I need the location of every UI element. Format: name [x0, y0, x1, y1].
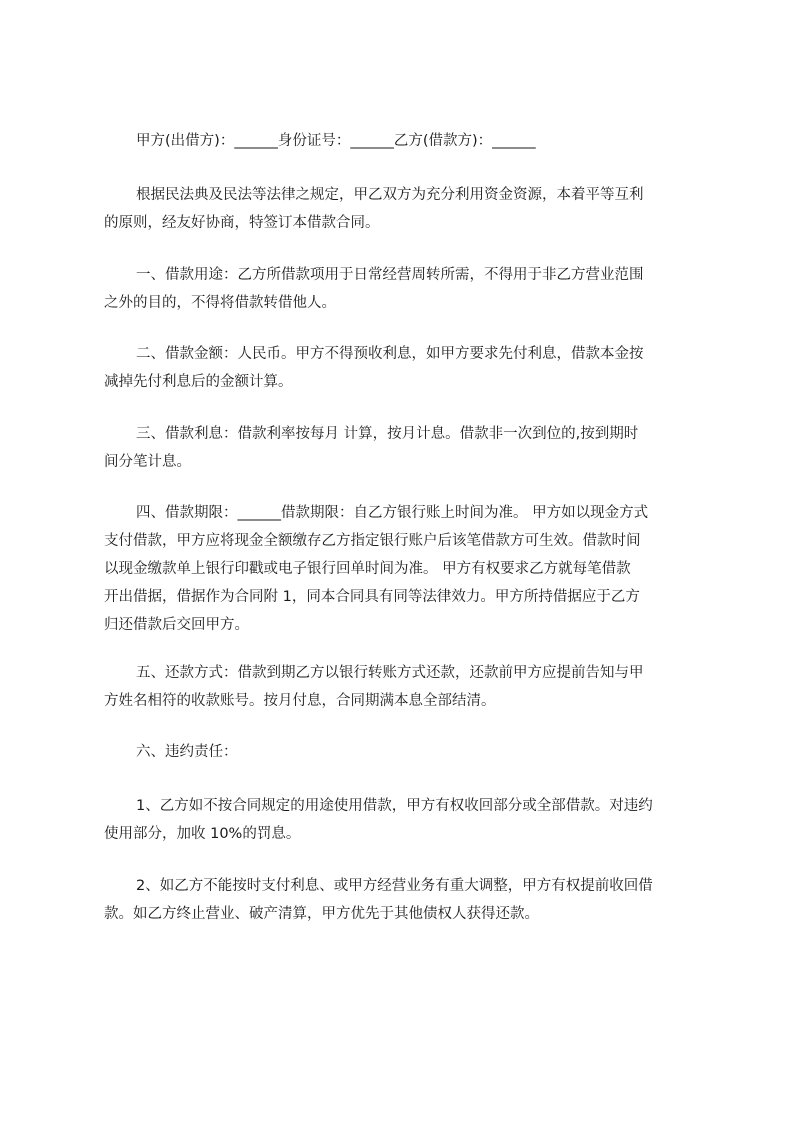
clause-interest: [104, 420, 704, 476]
clause-purpose-line-2: 之外的目的，不得将借款转借他人。: [104, 295, 336, 311]
clause-purpose: [104, 261, 704, 317]
preamble-line-2: 的原则，经友好协商，特签订本借款合同。: [104, 215, 380, 231]
clause-term-line-4: 开出借据，借据作为合同附 1，同本合同具有同等法律效力。甲方所持借据应于乙方: [104, 589, 640, 605]
clause-amount-line-1: 二、借款金额：人民币。甲方不得预收利息，如甲方要求先付利息，借款本金按: [136, 346, 644, 362]
clause-liability-item-2-line-1: 2、如乙方不能按时支付利息、或甲方经营业务有重大调整，甲方有权提前收回借: [136, 878, 653, 894]
clause-repayment-line-1: 五、还款方式：借款到期乙方以银行转账方式还款，还款前甲方应提前告知与甲: [136, 665, 644, 681]
clause-liability-heading: [104, 738, 704, 766]
clause-purpose-line-1: 一、借款用途：乙方所借款项用于日常经营周转所需，不得用于非乙方营业范围: [136, 267, 644, 283]
clause-interest-line-2: 间分笔计息。: [104, 454, 191, 470]
clause-liability-item-1: [104, 792, 704, 848]
clause-term-line-1: 四、借款期限：______借款期限：自乙方银行账上时间为准。 甲方如以现金方式: [136, 505, 649, 521]
clause-term: [104, 499, 704, 639]
party-line-text: 甲方(出借方)：______身份证号：______乙方(借款方)：______: [136, 133, 536, 149]
clause-liability-item-1-line-2: 使用部分，加收 10%的罚息。: [104, 826, 301, 842]
clause-amount: [104, 340, 704, 396]
party-line: [104, 127, 704, 155]
clause-term-line-2: 支付借款，甲方应将现金全额缴存乙方指定银行账户后该笔借款方可生效。借款时间: [104, 533, 641, 549]
clause-liability-item-1-line-1: 1、乙方如不按合同规定的用途使用借款，甲方有权收回部分或全部借款。对违约: [136, 798, 653, 814]
clause-repayment-line-2: 方姓名相符的收款账号。按月付息，合同期满本息全部结清。: [104, 693, 496, 709]
preamble-line-1: 根据民法典及民法等法律之规定，甲乙双方为充分利用资金资源，本着平等互利: [136, 187, 644, 203]
clause-amount-line-2: 减掉先付利息后的金额计算。: [104, 374, 293, 390]
clause-liability-item-2: [104, 872, 704, 928]
clause-term-line-3: 以现金缴款单上银行印戳或电子银行回单时间为准。 甲方有权要求乙方就每笔借款: [104, 561, 631, 577]
clause-term-line-5: 归还借款后交回甲方。: [104, 617, 249, 633]
clause-liability-heading-text: 六、违约责任：: [136, 744, 238, 760]
clause-liability-item-2-line-2: 款。如乙方终止营业、破产清算，甲方优先于其他债权人获得还款。: [104, 906, 539, 922]
preamble-paragraph: [104, 181, 704, 237]
clause-interest-line-1: 三、借款利息：借款利率按每月 计算，按月计息。借款非一次到位的,按到期时: [136, 426, 639, 442]
clause-repayment: [104, 659, 704, 715]
